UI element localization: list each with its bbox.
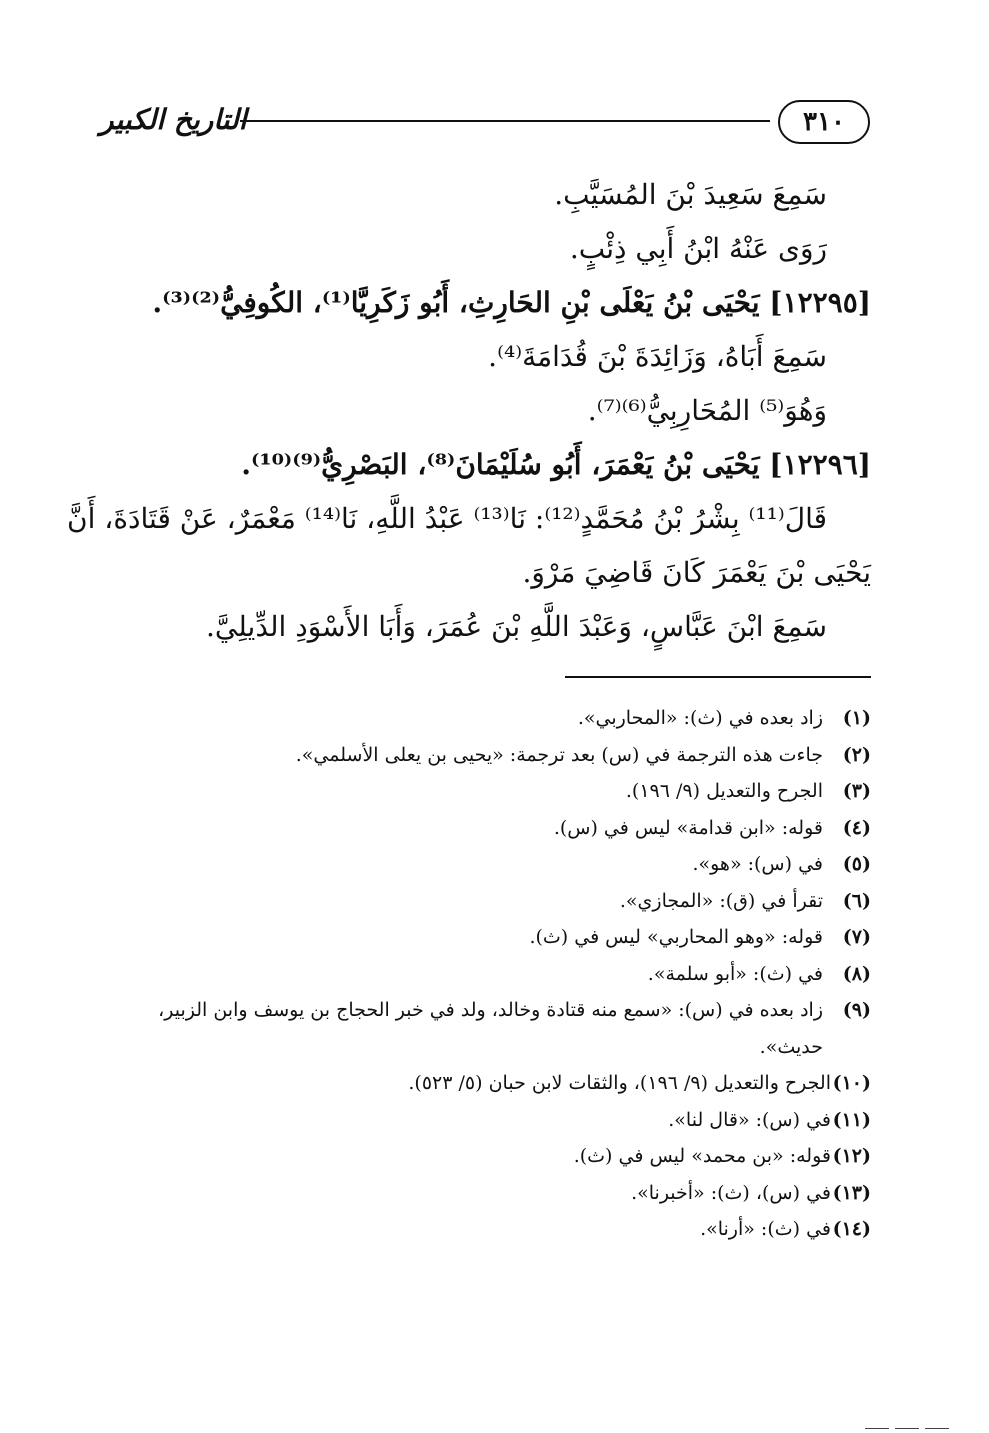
footnote-number: (١١) [832,1108,871,1131]
footnote-number: (١٢) [832,1145,871,1167]
text-line: يَحْيَى بْنَ يَعْمَرَ كَانَ قَاضِيَ مَرْوَ. [522,556,871,589]
footnote [111,1102,871,1139]
footnote [111,737,871,774]
footnote-text: في (س): «قال لنا». [668,1108,831,1131]
footnote-text: في (س)، (ث): «أخبرنا». [631,1181,831,1204]
footnote-number: (٨) [842,962,871,985]
footnote-text: في (ث): «أرنا». [700,1218,831,1240]
footnote [111,1175,871,1212]
footnote-number: (٦) [842,889,871,912]
entry-heading: [١٢٢٩٥] يَحْيَى بْنُ يَعْلَى بْنِ الحَارِثِ، أَبُو زَكَرِيَّا⁽¹⁾، الكُوفِيُّ⁽²⁾⁽³⁾. [152,286,871,319]
footnote-number: (١) [842,707,871,729]
footnote [111,1138,871,1175]
footnote [111,773,871,810]
page-header [100,98,870,148]
footnote-number: (٢) [842,743,871,766]
footnote-text: جاءت هذه الترجمة في (س) بعد ترجمة: «يحيى بن يعلى الأسلمي». [295,743,823,766]
footnote [111,810,871,847]
footnote-separator [565,676,871,678]
footnote-text: قوله: «وهو المحاربي» ليس في (ث). [529,926,823,948]
main-text [67,168,871,654]
footnote [111,883,871,920]
footnote-text: زاد بعده في (س): «سمع منه قتادة وخالد، ولد في خبر الحجاج بن يوسف وابن الزبير، [158,999,823,1021]
footnote-text: قوله: «بن محمد» ليس في (ث). [573,1145,831,1167]
footnote-number: (٤) [842,816,871,839]
footnote-number: (٥) [842,853,871,875]
footnote-number: (٩) [842,999,871,1021]
book-title: التاريخ الكبير [100,103,247,136]
scan-marks [859,1414,949,1418]
text-line: وَهُوَ⁽⁵⁾ المُحَارِبِيُّ⁽⁶⁾⁽⁷⁾. [587,394,827,427]
footnote-text: في (ث): «أبو سلمة». [647,962,823,985]
text-line: سَمِعَ أَبَاهُ، وَزَائِدَةَ بْنَ قُدَامَةَ⁽⁴⁾. [488,340,827,373]
entry-heading: [١٢٢٩٦] يَحْيَى بْنُ يَعْمَرَ، أَبُو سُلَيْمَانَ⁽⁸⁾، البَصْرِيُّ⁽⁹⁾⁽¹⁰⁾. [241,448,871,481]
footnotes [111,700,871,1248]
footnote-number: (٣) [842,780,871,802]
footnote [111,846,871,883]
text-line: رَوَى عَنْهُ ابْنُ أَبِي ذِئْبٍ. [569,232,827,265]
footnote [111,992,871,1029]
footnote [111,919,871,956]
footnote [111,1065,871,1102]
footnote-continuation [111,1029,871,1066]
footnote [111,1211,871,1248]
header-rule [240,120,770,122]
footnote-text: في (س): «هو». [692,853,823,875]
text-line: سَمِعَ سَعِيدَ بْنَ المُسَيَّبِ. [554,178,827,211]
page-number: ٣١٠ [778,100,870,144]
footnote-number: (١٣) [832,1181,871,1204]
footnote-number: (٧) [842,926,871,948]
footnote-text: تقرأ في (ق): «المجازي». [619,889,823,912]
footnote-number: (١٤) [832,1218,871,1240]
footnote-text: حديث». [759,1035,823,1058]
footnote-text: زاد بعده في (ث): «المحاربي». [577,707,823,729]
footnote [111,700,871,737]
footnote-text: الجرح والتعديل (٩/ ١٩٦)، والثقات لابن حبان (٥/ ٥٢٣). [408,1072,831,1094]
footnote-number: (١٠) [832,1072,871,1094]
footnote-text: قوله: «ابن قدامة» ليس في (س). [553,816,823,839]
footnote-text: الجرح والتعديل (٩/ ١٩٦). [625,780,823,802]
text-line: سَمِعَ ابْنَ عَبَّاسٍ، وَعَبْدَ اللَّهِ بْنَ عُمَرَ، وَأَبَا الأَسْوَدِ الدِّيلِيَّ. [206,610,827,643]
text-line: قَالَ⁽¹¹⁾ بِشْرُ بْنُ مُحَمَّدٍ⁽¹²⁾: نَا⁽¹³⁾ عَبْدُ اللَّهِ، نَا⁽¹⁴⁾ مَعْمَرٌ، عَنْ قَتَادَةَ، أَنَّ [67,502,827,535]
footnote [111,956,871,993]
